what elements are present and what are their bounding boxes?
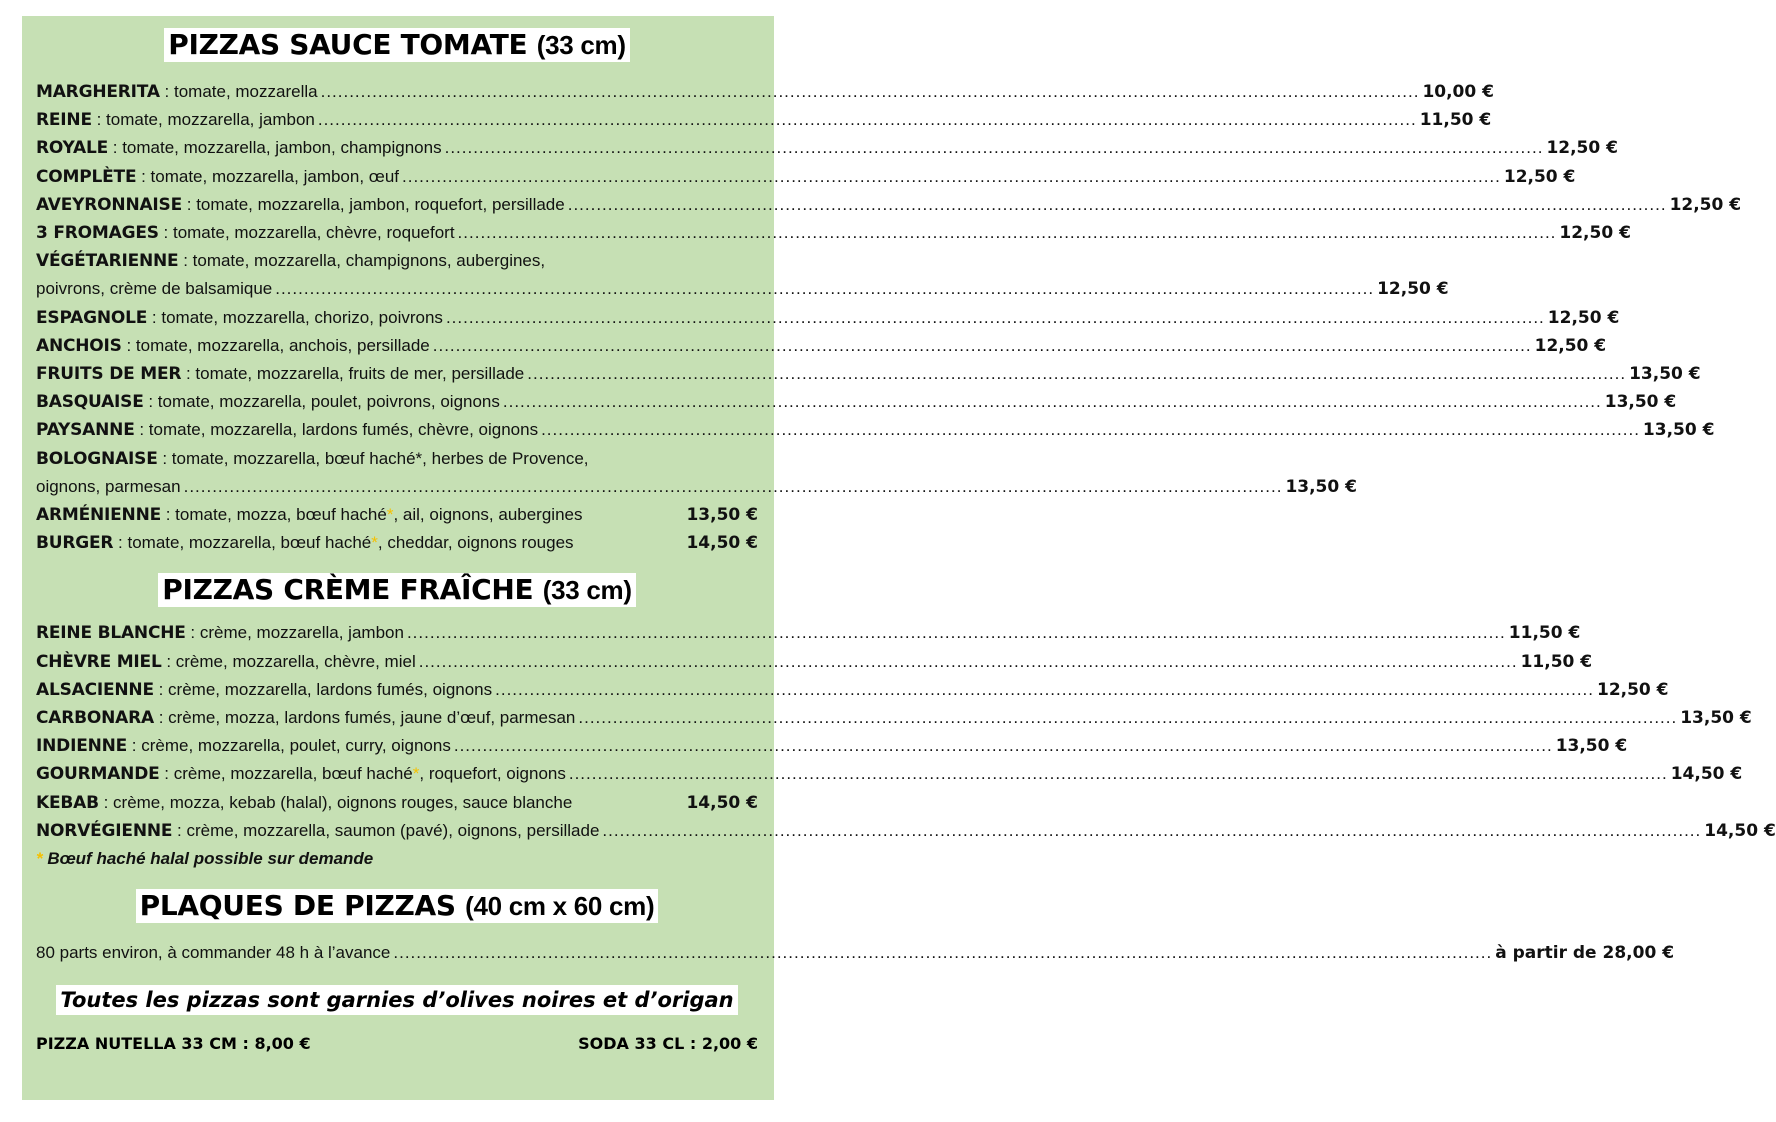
leader-dots: [503, 388, 1602, 416]
pizza-price: 14,50 €: [686, 792, 758, 813]
menu-item: [36, 275, 1449, 303]
pizza-name: FRUITS DE MER: [36, 364, 182, 385]
pizza-ingredients: : tomate, mozzarella, lardons fumés, chèvre, oignons: [134, 420, 539, 440]
plaques-desc: 80 parts environ, à commander 48 h à l’avance: [36, 943, 391, 963]
pizza-name: 3 FROMAGES: [36, 223, 159, 244]
pizza-ingredients-cont: oignons, parmesan: [36, 476, 181, 496]
pizza-ingredients-rest: , cheddar, oignons rouges: [377, 533, 574, 553]
pizza-ingredients: : tomate, mozzarella, jambon, champignons: [108, 138, 442, 158]
pizza-name: BURGER: [36, 533, 114, 554]
menu-item: [36, 163, 1576, 191]
pizza-ingredients: : tomate, mozzarella, chorizo, poivrons: [147, 307, 443, 327]
leader-dots: [318, 106, 1417, 134]
pizza-price: 12,50 €: [1546, 138, 1618, 159]
leader-dots: [569, 760, 1668, 788]
pizza-price: 13,50 €: [1680, 708, 1752, 729]
section-tomate-header: [36, 16, 758, 62]
menu-item: [36, 817, 1776, 845]
pizza-price: 11,50 €: [1508, 623, 1581, 644]
leader-dots: [402, 163, 1501, 191]
pizza-name: REINE: [36, 110, 92, 131]
halal-star: *: [412, 764, 420, 784]
menu-item-line1: [36, 445, 758, 473]
pizza-ingredients: : tomate, mozzarella, fruits de mer, persillade: [181, 364, 525, 384]
pizza-line: [36, 789, 572, 817]
pizza-ingredients: : tomate, mozzarella, poulet, poivrons, oignons: [143, 392, 500, 412]
pizza-ingredients: : tomate, mozzarella, anchois, persillade: [121, 335, 430, 355]
menu-item: [36, 78, 1494, 106]
menu-item: [36, 529, 758, 557]
pizza-line: [36, 501, 583, 529]
pizza-line: [36, 332, 430, 360]
pizza-ingredients-cont: poivrons, crème de balsamique: [36, 279, 273, 299]
pizza-name: ANCHOIS: [36, 335, 122, 356]
pizza-price: 14,50 €: [686, 533, 758, 554]
pizza-price: 13,50 €: [1555, 736, 1628, 757]
halal-note: * Bœuf haché halal possible sur demande: [36, 849, 374, 869]
menu-sheet: [22, 16, 1776, 1100]
pizza-ingredients: : tomate, mozzarella, chèvre, roquefort: [158, 223, 455, 243]
pizza-ingredients-rest: , roquefort, oignons: [419, 764, 566, 784]
menu-item: [36, 332, 1607, 360]
leader-dots: [458, 219, 1557, 247]
pizza-name: ALSACIENNE: [36, 679, 154, 700]
pizza-price: 10,00 €: [1422, 82, 1494, 102]
menu-item: [36, 473, 1357, 501]
pizza-line: [36, 529, 574, 557]
pizza-line: [36, 676, 492, 704]
pizza-name: INDIENNE: [36, 736, 128, 757]
pizza-name: AVEYRONNAISE: [36, 194, 183, 215]
banner-wrap: [36, 985, 758, 1015]
pizza-ingredients: : tomate, mozzarella, bœuf haché*, herbes de Provence,: [157, 448, 589, 468]
pizza-line: [36, 416, 538, 444]
menu-item-line1: [36, 247, 758, 275]
pizza-price: 14,50 €: [1704, 820, 1776, 841]
pizza-name: ESPAGNOLE: [36, 307, 148, 328]
pizza-ingredients: : tomate, mozzarella, jambon, œuf: [136, 166, 400, 186]
menu-item: [36, 676, 1669, 704]
pizza-line: [36, 134, 442, 162]
section-plaques-title: PLAQUES DE PIZZAS (40 cm x 60 cm): [136, 889, 659, 923]
pizza-price: 12,50 €: [1534, 335, 1607, 356]
pizza-price: 13,50 €: [1285, 476, 1357, 497]
menu-item: [36, 304, 1620, 332]
pizza-line: [36, 219, 455, 247]
pizza-price: 13,50 €: [1604, 392, 1677, 413]
pizza-name: MARGHERITA: [36, 82, 160, 102]
menu-item: [36, 134, 1618, 162]
halal-star: *: [371, 533, 378, 553]
pizza-ingredients: : crème, mozzarella, bœuf haché: [159, 764, 413, 784]
menu-item: [36, 704, 1752, 732]
leader-dots: [541, 416, 1640, 444]
pizza-ingredients: : crème, mozza, kebab (halal), oignons rouges, sauce blanche: [98, 792, 573, 812]
leader-dots: [407, 619, 1506, 647]
leader-dots: [184, 473, 1283, 501]
pizza-name: NORVÉGIENNE: [36, 820, 173, 841]
menu-item: [36, 789, 758, 817]
plaques-row: [36, 939, 1675, 967]
leader-dots: [446, 304, 1545, 332]
pizza-ingredients: : crème, mozzarella, poulet, curry, oignons: [127, 736, 451, 756]
pizza-name: KEBAB: [36, 792, 99, 813]
menu-item: [36, 388, 1677, 416]
pizza-price: 11,50 €: [1520, 651, 1593, 672]
pizza-line: [36, 163, 399, 191]
nutella-price: PIZZA NUTELLA 33 CM : 8,00 €: [36, 1034, 311, 1054]
pizza-line: [36, 704, 575, 732]
menu-item: [36, 619, 1581, 647]
leader-dots: [578, 704, 1677, 732]
pizza-price: 13,50 €: [1629, 364, 1701, 385]
pizza-price: 12,50 €: [1377, 279, 1449, 300]
pizza-name: BOLOGNAISE: [36, 448, 158, 469]
leader-dots: [602, 817, 1701, 845]
leader-dots: [454, 732, 1553, 760]
leader-dots: [445, 134, 1544, 162]
pizza-ingredients: : tomate, mozzarella, champignons, aubergines,: [178, 251, 546, 271]
leader-dots: [568, 191, 1667, 219]
menu-item: [36, 648, 1593, 676]
menu-item: [36, 360, 1701, 388]
halal-star: *: [386, 505, 394, 525]
pizza-price: 14,50 €: [1670, 764, 1743, 785]
pizza-name: BASQUAISE: [36, 392, 144, 413]
section-creme-list: [36, 619, 1776, 845]
pizza-price: 12,50 €: [1547, 307, 1620, 328]
leader-dots: [419, 648, 1518, 676]
pizza-name: VÉGÉTARIENNE: [36, 251, 179, 272]
pizza-line: [36, 619, 404, 647]
section-creme-title: PIZZAS CRÈME FRAÎCHE (33 cm): [158, 573, 635, 607]
pizza-price: 13,50 €: [686, 505, 758, 526]
pizza-ingredients: : crème, mozzarella, lardons fumés, oignons: [153, 679, 493, 699]
pizza-line: [36, 760, 566, 788]
olives-banner: Toutes les pizzas sont garnies d’olives noires et d’origan: [56, 985, 737, 1015]
section-tomate-title: PIZZAS SAUCE TOMATE (33 cm): [164, 28, 629, 62]
pizza-line: [36, 191, 565, 219]
pizza-name: ROYALE: [36, 138, 109, 159]
pizza-line: [36, 360, 524, 388]
pizza-ingredients: : crème, mozzarella, jambon: [185, 623, 404, 643]
section-creme-header: [36, 573, 758, 607]
soda-price: SODA 33 CL : 2,00 €: [578, 1034, 758, 1054]
menu-item: [36, 106, 1492, 134]
pizza-price: 12,50 €: [1669, 194, 1742, 215]
pizza-ingredients: : tomate, mozzarella, bœuf haché: [113, 533, 372, 553]
pizza-name: GOURMANDE: [36, 764, 160, 785]
leader-dots: [275, 275, 1374, 303]
menu-item: [36, 760, 1743, 788]
pizza-ingredients: : crème, mozzarella, chèvre, miel: [161, 651, 416, 671]
pizza-line: [36, 304, 443, 332]
pizza-name: ARMÉNIENNE: [36, 505, 162, 526]
pizza-name: CHÈVRE MIEL: [36, 651, 162, 672]
pizza-name: CARBONARA: [36, 708, 154, 729]
pizza-price: 11,50 €: [1419, 110, 1492, 131]
leader-dots: [433, 332, 1532, 360]
menu-item: [36, 732, 1628, 760]
pizza-ingredients: : tomate, mozzarella, jambon: [91, 110, 315, 130]
pizza-name: REINE BLANCHE: [36, 623, 186, 644]
leader-dots: [321, 78, 1420, 106]
menu-item: [36, 191, 1742, 219]
footer: [36, 1031, 758, 1057]
pizza-ingredients: : tomate, mozzarella, jambon, roquefort, persillade: [182, 194, 565, 214]
leader-dots: [495, 676, 1594, 704]
pizza-ingredients: : tomate, mozzarella: [159, 82, 318, 101]
pizza-ingredients-rest: , ail, oignons, aubergines: [393, 505, 583, 525]
pizza-price: 12,50 €: [1503, 166, 1576, 187]
section-tomate-list: [36, 78, 1742, 557]
pizza-price: 12,50 €: [1559, 223, 1631, 244]
pizza-line: [36, 732, 451, 760]
pizza-price: 13,50 €: [1642, 420, 1715, 441]
leader-dots: [393, 939, 1492, 967]
pizza-ingredients: : tomate, mozza, bœuf haché: [161, 505, 387, 525]
pizza-line: [36, 78, 318, 106]
menu-item: [36, 501, 758, 529]
menu-item: [36, 219, 1631, 247]
pizza-line: [36, 648, 416, 676]
pizza-line: [36, 106, 315, 134]
pizza-name: PAYSANNE: [36, 420, 135, 441]
pizza-ingredients: : crème, mozzarella, saumon (pavé), oignons, persillade: [172, 820, 600, 840]
section-plaques-header: [36, 889, 758, 923]
pizza-line: [36, 388, 500, 416]
pizza-name: COMPLÈTE: [36, 166, 137, 187]
plaques-price: à partir de 28,00 €: [1495, 943, 1675, 964]
menu-item: [36, 416, 1715, 444]
pizza-price: 12,50 €: [1596, 679, 1669, 700]
pizza-line: [36, 817, 599, 845]
leader-dots: [527, 360, 1626, 388]
pizza-ingredients: : crème, mozza, lardons fumés, jaune d’œuf, parmesan: [153, 708, 576, 728]
